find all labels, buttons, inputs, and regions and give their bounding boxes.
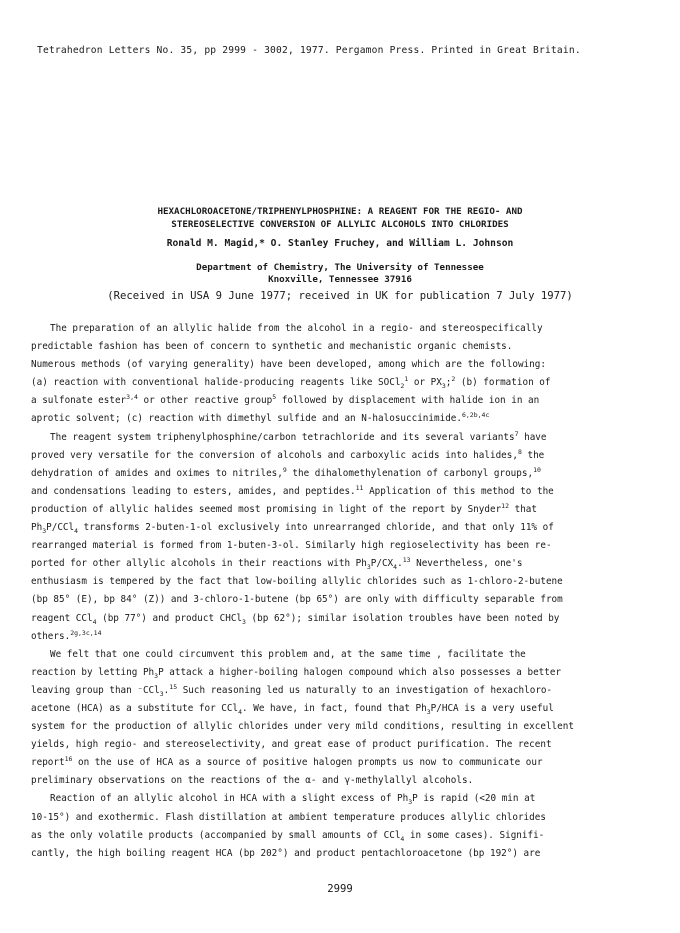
- body-line: 10-15°) and exothermic. Flash distillation at ambient temperature produces allylic chlorides: [31, 811, 546, 823]
- body-line: The reagent system triphenylphosphine/carbon tetrachloride and its several variants$^7$ have: [50, 429, 547, 443]
- affiliation-line-2: Knoxville, Tennessee 37916: [268, 274, 412, 285]
- article-title: [0, 205, 680, 231]
- article-body: [31, 320, 651, 863]
- body-line: system for the production of allylic chlorides under very mild conditions, resulting in excellent: [31, 721, 574, 733]
- author-list: Ronald M. Magid,* O. Stanley Fruchey, and William L. Johnson: [166, 238, 514, 249]
- body-line: production of allylic halides seemed most promising in light of the report by Snyder$^{12}$ that: [31, 501, 537, 515]
- body-line: and condensations leading to esters, amides, and peptides.$^{11}$ Application of this method to the: [31, 483, 554, 497]
- body-line: enthusiasm is tempered by the fact that low-boiling allylic chlorides such as 1-chloro-2-butene: [31, 576, 563, 588]
- body-line: dehydration of amides and oximes to nitriles,$^9$ the dihalomethylenation of carbonyl groups,$^{10}$: [31, 465, 541, 479]
- body-line: others.$^{2g,3c,14}$: [31, 628, 102, 642]
- body-line: leaving group than ⁻CCl$_3$.$^{15}$ Such reasoning led us naturally to an investigation of hexachloro-: [31, 682, 553, 698]
- body-line: preliminary observations on the reactions of the α- and γ-methylallyl alcohols.: [31, 775, 474, 787]
- body-line: as the only volatile products (accompanied by small amounts of CCl$_4$ in some cases). Signifi-: [31, 829, 545, 843]
- body-line: Reaction of an allylic alcohol in HCA with a slight excess of $Ph_3P$ is rapid (<20 min at: [50, 793, 536, 807]
- body-line: a sulfonate ester$^{3,4}$ or other reactive group$^5$ followed by displacement with halide ion in an: [31, 393, 540, 407]
- body-line: reaction by letting $Ph_3P$ attack a higher-boiling halogen compound which also possesses a better: [31, 666, 562, 680]
- received-dates: (Received in USA 9 June 1977; received in UK for publication 7 July 1977): [107, 290, 573, 302]
- body-line: (bp 85° (E), bp 84° (Z)) and 3-chloro-1-butene (bp 65°) are only with difficulty separable from: [31, 594, 563, 606]
- body-line: We felt that one could circumvent this problem and, at the same time , facilitate the: [50, 648, 526, 660]
- body-line: cantly, the high boiling reagent HCA (bp 202°) and product pentachloroacetone (bp 192°) are: [31, 847, 541, 859]
- body-line: predictable fashion has been of concern to synthetic and mechanistic organic chemists.: [31, 341, 513, 353]
- journal-citation-header: Tetrahedron Letters No. 35, pp 2999 - 3002, 1977. Pergamon Press. Printed in Great Britain.: [37, 45, 581, 56]
- title-line-2: STEREOSELECTIVE CONVERSION OF ALLYLIC ALCOHOLS INTO CHLORIDES: [171, 219, 509, 230]
- body-line: reagent CCl$_4$ (bp 77°) and product CHCl$_3$ (bp 62°); similar isolation troubles have been noted by: [31, 612, 560, 626]
- body-line: Numerous methods (of varying generality) have been developed, among which are the following:: [31, 359, 546, 371]
- title-line-1: HEXACHLOROACETONE/TRIPHENYLPHOSPHINE: A REAGENT FOR THE REGIO- AND: [157, 206, 523, 217]
- body-line: rearranged material is formed from 1-buten-3-ol. Similarly high regioselectivity has been re-: [31, 540, 552, 552]
- affiliation-line-1: Department of Chemistry, The University of Tennessee: [196, 262, 484, 273]
- body-line: $Ph_3P/CCl_4$ transforms 2-buten-1-ol exclusively into unrearranged chloride, and that only 11% of: [31, 522, 554, 536]
- body-line: report$^{16}$ on the use of HCA as a source of positive halogen prompts us now to communicate our: [31, 755, 543, 769]
- body-line: (a) reaction with conventional halide-producing reagents like SOCl$_2^1$ or $PX_3;^2$ (b) formation of: [31, 375, 551, 391]
- body-line: aprotic solvent; (c) reaction with dimethyl sulfide and an N-halosuccinimide.$^{6,2b,4c}$: [31, 411, 490, 425]
- page-number: 2999: [327, 883, 353, 895]
- body-line: proved very versatile for the conversion of alcohols and carboxylic acids into halides,$^8$ the: [31, 447, 545, 461]
- body-line: The preparation of an allylic halide from the alcohol in a regio- and stereospecifically: [50, 323, 543, 334]
- body-line: ported for other allylic alcohols in their reactions with $Ph_3P/CX_4.^{13}$ Nevertheless, one's: [31, 556, 523, 572]
- body-line: yields, high regio- and stereoselectivity, and great ease of product purification. The recent: [31, 739, 552, 751]
- body-line: acetone (HCA) as a substitute for CCl$_4$. We have, in fact, found that $Ph_3P$/HCA is a very useful: [31, 702, 554, 716]
- affiliation: [0, 262, 680, 286]
